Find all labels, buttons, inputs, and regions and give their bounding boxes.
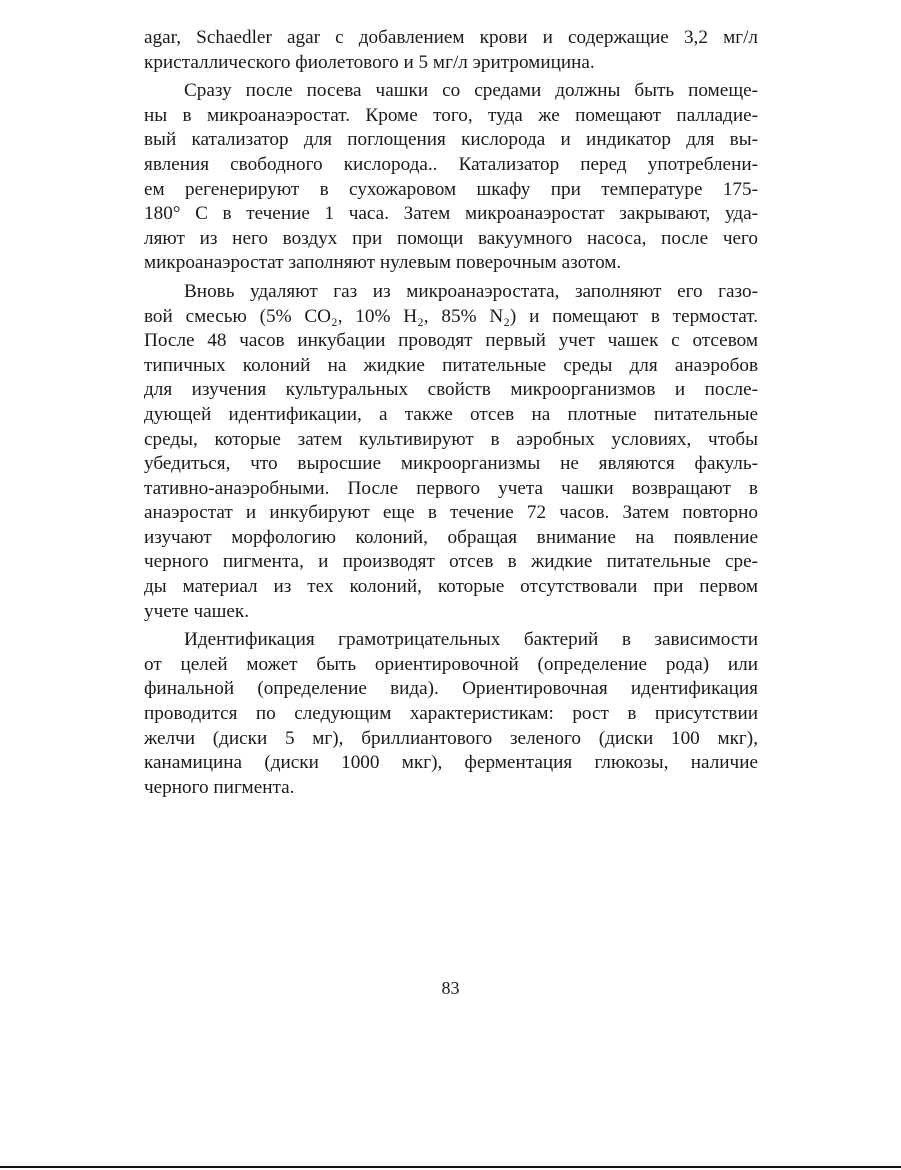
text-line: явления свободного кислорода.. Катализатор перед употреблени- [144,153,758,175]
text-line: После 48 часов инкубации проводят первый учет чашек с отсевом [144,330,758,352]
text-line: учете чашек. [144,600,250,622]
text-line: дующей идентификации, а также отсев на плотные питательные [144,403,758,425]
text-line: кристаллического фиолетового и 5 мг/л эритромицина. [144,51,595,73]
text-line: ны в микроанаэростат. Кроме того, туда же помещают палладие- [144,104,758,126]
text-line: тативно-анаэробными. После первого учета чашки возвращают в [144,477,758,499]
text-line: среды, которые затем культивируют в аэробных условиях, чтобы [144,428,758,450]
text-line: ем регенерируют в сухожаровом шкафу при температуре 175- [144,178,758,200]
text-line: желчи (диски 5 мг), бриллиантового зеленого (диски 100 мкг), [144,727,758,749]
paragraph-4 [144,628,758,800]
text-line: черного пигмента. [144,776,295,798]
text-line: микроанаэростат заполняют нулевым поверочным азотом. [144,252,622,274]
text-line: проводится по следующим характеристикам: рост в присутствии [144,703,758,725]
text-line: для изучения культуральных свойств микроорганизмов и после- [144,379,758,401]
text-line: вый катализатор для поглощения кислорода и индикатор для вы- [144,129,758,151]
paragraph-3 [144,280,758,624]
text-line: вой смесью (5% CO₂, 10% H₂, 85% N₂) и помещают в термостат. [144,305,758,327]
text-line: 180° С в течение 1 часа. Затем микроанаэростат закрывают, уда- [144,203,758,225]
body-text [144,26,758,804]
text-line: финальной (определение вида). Ориентировочная идентификация [144,678,758,700]
text-line: agar, Schaedler agar с добавлением крови и содержащие 3,2 мг/л [144,27,758,48]
text-line: изучают морфологию колоний, обращая внимание на появление [144,526,758,548]
text-line: черного пигмента, и производят отсев в жидкие питательные сре- [144,551,758,573]
text-line: типичных колоний на жидкие питательные среды для анаэробов [144,354,758,376]
text-line: Вновь удаляют газ из микроанаэростата, заполняют его газо- [184,280,758,302]
text-line: Сразу после посева чашки со средами должны быть помеще- [184,80,758,102]
text-line: канамицина (диски 1000 мкг), ферментация глюкозы, наличие [144,752,758,774]
scan-edge-divider [0,1166,901,1168]
text-line: Идентификация грамотрицательных бактерий в зависимости [184,629,758,651]
paragraph-1 [144,26,758,75]
text-line: убедиться, что выросшие микроорганизмы не являются факуль- [144,453,758,475]
text-line: анаэростат и инкубируют еще в течение 72 часов. Затем повторно [144,502,758,524]
paragraph-2 [144,79,758,276]
text-line: от целей может быть ориентировочной (определение рода) или [144,653,758,675]
text-line: ды материал из тех колоний, которые отсутствовали при первом [144,576,758,598]
page-number: 83 [441,978,460,998]
text-line: ляют из него воздух при помощи вакуумного насоса, после чего [144,227,758,249]
